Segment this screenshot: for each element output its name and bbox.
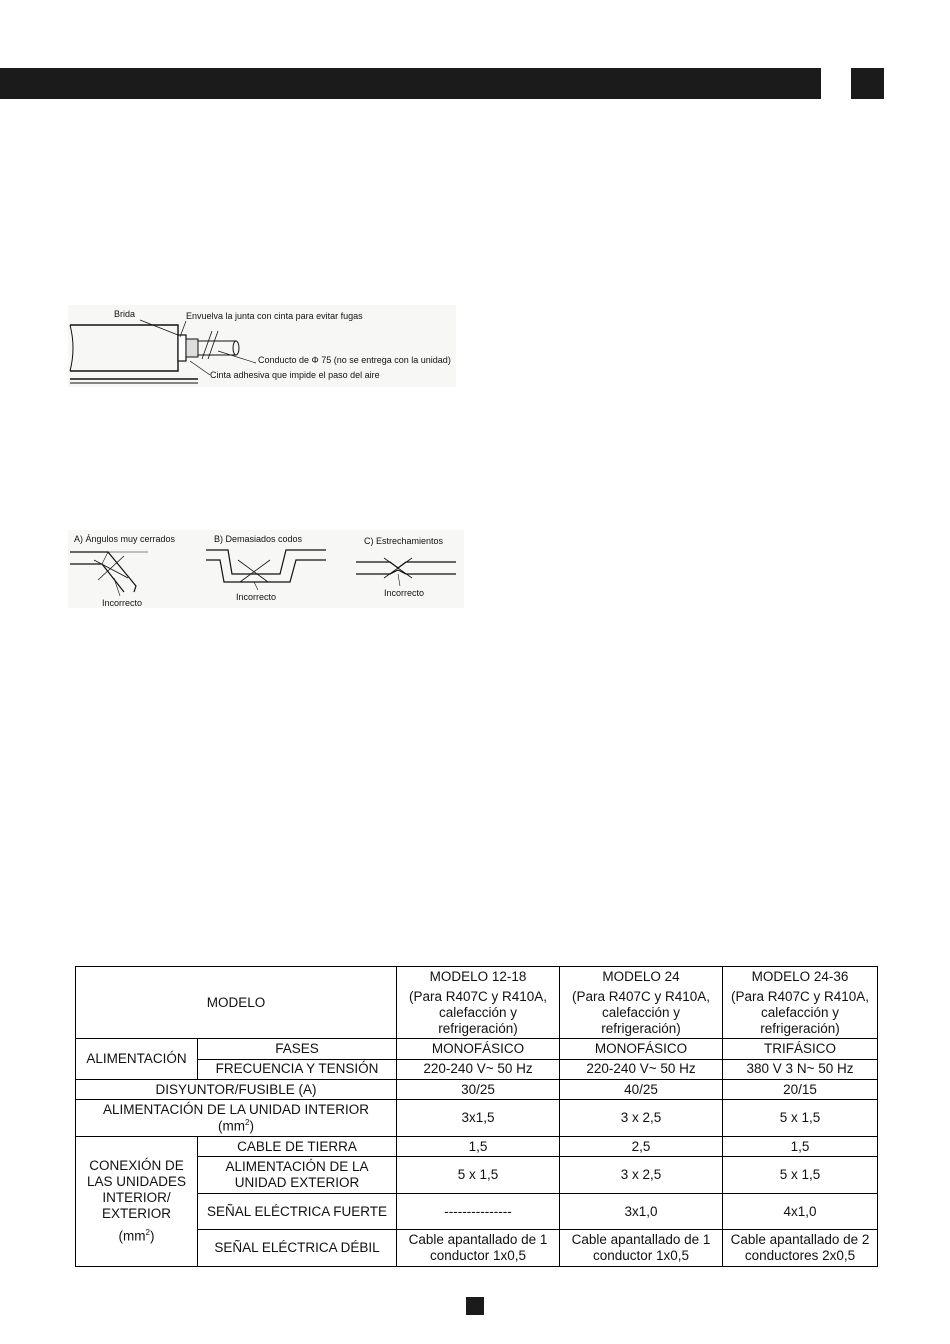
flange-label: Brida [114,309,136,319]
weak-signal-value: Cable apantallado de 1 conductor 1x0,5 [560,1230,723,1267]
narrowing-label: C) Estrechamientos [364,536,444,546]
frequency-value: 220-240 V~ 50 Hz [560,1059,723,1079]
angles-label: A) Ángulos muy cerrados [74,534,176,544]
ground-cable-label: CABLE DE TIERRA [198,1136,397,1156]
indoor-power-value: 3 x 2,5 [560,1100,723,1137]
incorrect-a-label: Incorrecto [102,598,143,608]
indoor-power-unit: $(mm^2)$ [218,1117,254,1134]
table-row [76,967,878,1039]
incorrect-b-label: Incorrecto [236,592,277,602]
breaker-value: 20/15 [723,1079,878,1099]
strong-signal-label: SEÑAL ELÉCTRICA FUERTE [198,1193,397,1230]
phases-value: TRIFÁSICO [723,1039,878,1059]
elbows-label: B) Demasiados codos [214,534,303,544]
strong-signal-value: 4x1,0 [723,1193,878,1230]
phases-label: FASES [198,1039,397,1059]
ground-cable-value: 1,5 [723,1136,878,1156]
model-2-note: (Para R407C y R410A, calefacción y refrigeración) [571,988,711,1036]
model-1-cell [397,967,560,1039]
model-3-cell [723,967,878,1039]
frequency-value: 380 V 3 N~ 50 Hz [723,1059,878,1079]
outdoor-power-value: 5 x 1,5 [723,1157,878,1194]
wrap-note-label: Envuelva la junta con cinta para evitar fugas [186,311,363,321]
model-header: MODELO [76,967,397,1039]
weak-signal-value: Cable apantallado de 1 conductor 1x0,5 [397,1230,560,1267]
breaker-label: DISYUNTOR/FUSIBLE (A) [76,1079,397,1099]
indoor-power-value: 5 x 1,5 [723,1100,878,1137]
incorrect-routing-figure [68,530,464,608]
frequency-label: FRECUENCIA Y TENSIÓN [198,1059,397,1079]
table-row [76,1100,878,1137]
model-2-cell [560,967,723,1039]
connection-unit: $(mm^2)$ [118,1228,155,1244]
duct-connection-figure [68,305,456,387]
ground-cable-value: 2,5 [560,1136,723,1156]
weak-signal-label: SEÑAL ELÉCTRICA DÉBIL [198,1230,397,1267]
table-row [76,1136,878,1156]
page-number-marker [466,1297,484,1315]
model-1-name: MODELO 12-18 [429,968,527,984]
indoor-power-cell [76,1100,397,1137]
breaker-value: 30/25 [397,1079,560,1099]
duct-note-label: Conducto de Φ 75 (no se entrega con la unidad) [258,355,451,365]
model-3-name: MODELO 24-36 [751,968,849,984]
outdoor-power-value: 3 x 2,5 [560,1157,723,1194]
tape-note-label: Cinta adhesiva que impide el paso del aire [210,370,380,380]
header-block [851,68,884,99]
indoor-power-label: ALIMENTACIÓN DE LA UNIDAD INTERIOR [102,1101,370,1117]
strong-signal-value: 3x1,0 [560,1193,723,1230]
connection-label: CONEXIÓN DE LAS UNIDADES INTERIOR/ EXTERIOR [86,1158,187,1222]
weak-signal-value: Cable apantallado de 2 conductores 2x0,5 [723,1230,878,1267]
table-row [76,1079,878,1099]
incorrect-c-label: Incorrecto [384,588,425,598]
header-bar [0,68,821,99]
electrical-spec-table [75,966,878,1267]
model-3-note: (Para R407C y R410A, calefacción y refrigeración) [730,988,870,1036]
phases-value: MONOFÁSICO [397,1039,560,1059]
power-supply-label: ALIMENTACIÓN [76,1039,198,1080]
model-1-note: (Para R407C y R410A, calefacción y refrigeración) [408,988,548,1036]
ground-cable-value: 1,5 [397,1136,560,1156]
frequency-value: 220-240 V~ 50 Hz [397,1059,560,1079]
breaker-value: 40/25 [560,1079,723,1099]
indoor-power-value: 3x1,5 [397,1100,560,1137]
outdoor-power-label: ALIMENTACIÓN DE LA UNIDAD EXTERIOR [198,1157,397,1194]
connection-cell [76,1136,198,1266]
table-row [76,1039,878,1059]
phases-value: MONOFÁSICO [560,1039,723,1059]
strong-signal-value: --------------- [397,1193,560,1230]
outdoor-power-value: 5 x 1,5 [397,1157,560,1194]
model-2-name: MODELO 24 [602,968,680,984]
